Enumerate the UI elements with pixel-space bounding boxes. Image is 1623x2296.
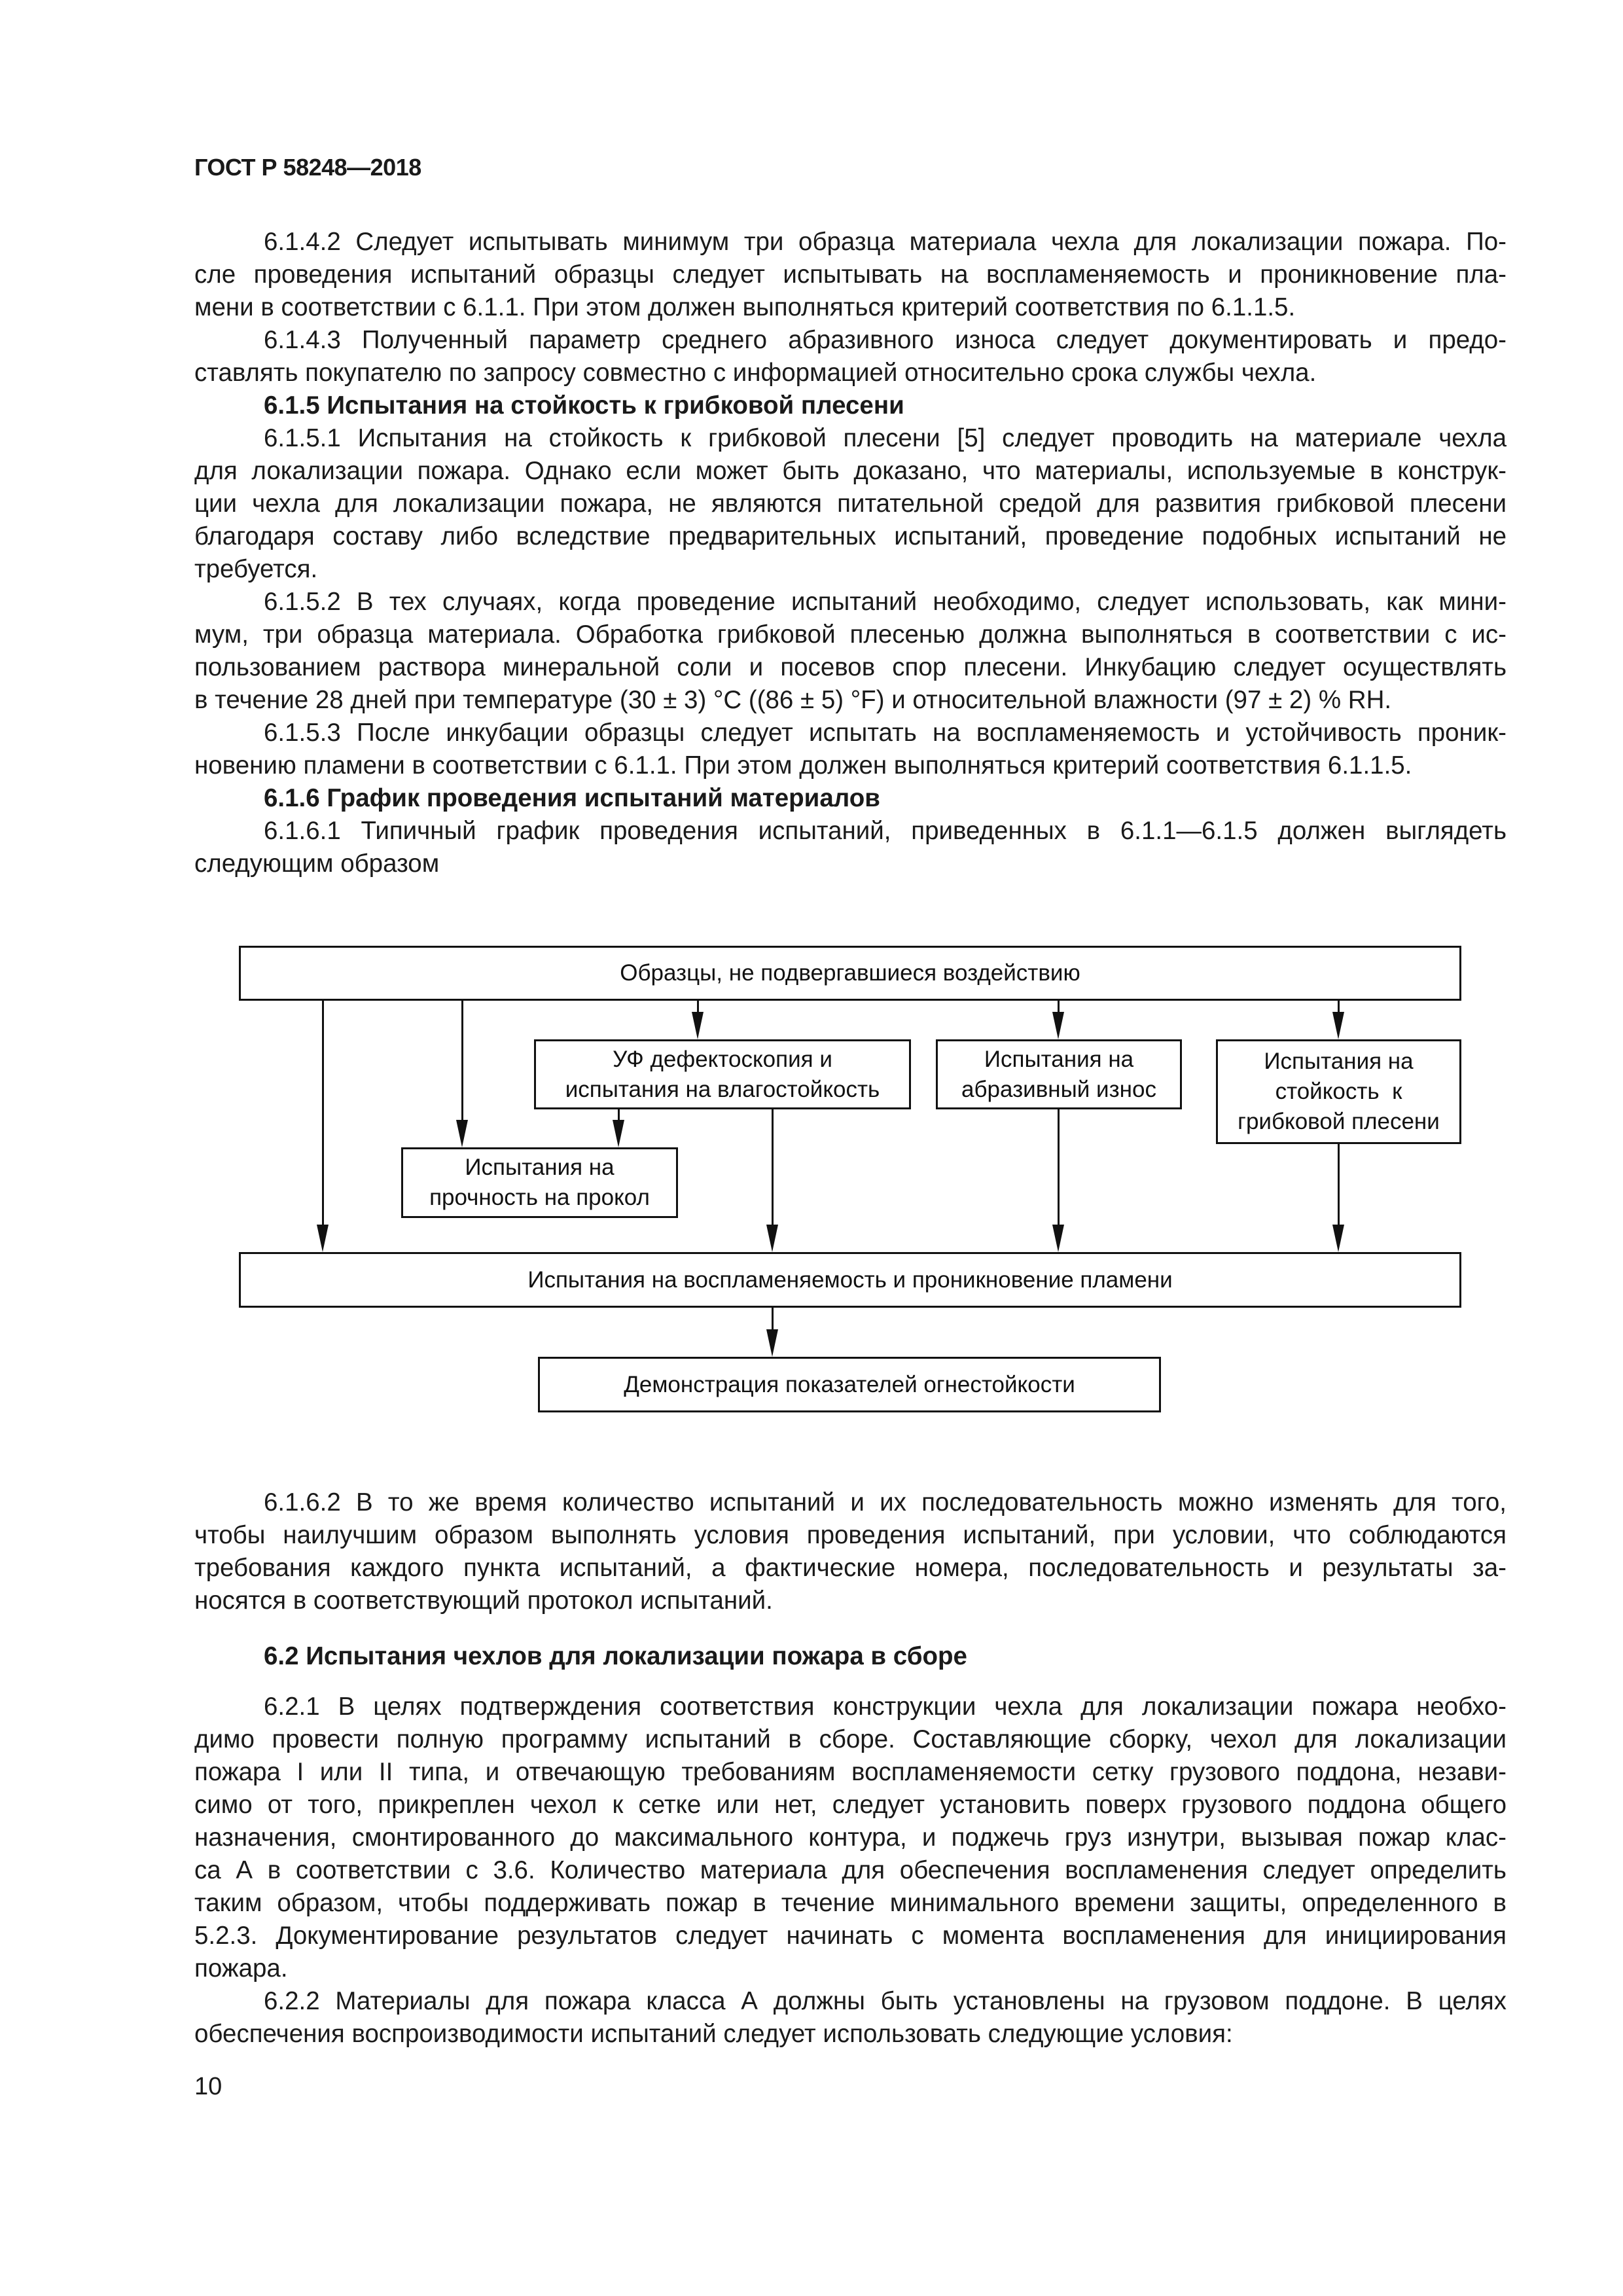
paragraph-6-1-5-3-line: новению пламени в соответствии с 6.1.1. При этом должен выполняться критерий соответствия 6.1.1.5. [194,751,1412,780]
box-flammability-test [239,1252,1461,1308]
arrow-down-icon [1332,1012,1344,1039]
paragraph-6-2-2-line: 6.2.2 Материалы для пожара класса А должны быть установлены на грузовом поддоне. В целях [264,1987,1507,2015]
connector-line [772,1109,774,1230]
paragraph-6-1-5-2-line: мум, три образца материала. Обработка грибковой плесенью должна выполняться в соответствии с ис- [194,620,1507,649]
paragraph-6-2-1-line: димо провести полную программу испытаний в сборе. Составляющие сборку, чехол для локализации [194,1725,1507,1753]
box-mold-line: стойкость к [1275,1079,1402,1104]
paragraph-6-2-1-line: симо от того, прикреплен чехол к сетке или нет, следует установить поверх грузового поддона общего [194,1791,1507,1819]
box-mold-line: Испытания на [1264,1049,1414,1074]
box-puncture-line: Испытания на [465,1155,615,1180]
paragraph-6-1-4-3-line: ставлять покупателю по запросу совместно с информацией относительно срока службы чехла. [194,359,1317,387]
arrow-down-icon [766,1225,778,1252]
box-untreated-samples [239,946,1461,1001]
box-mold-resistance-test [1216,1039,1461,1144]
connector-line [322,1001,324,1230]
connector-line [1058,1109,1060,1230]
paragraph-6-2-1-line: пожара I или II типа, и отвечающую требованиям воспламеняемости сетку грузового поддона, незави- [194,1758,1507,1786]
box-uv-moisture-tests [534,1039,911,1109]
arrow-down-icon [317,1225,329,1252]
box-uv-line: испытания на влагостойкость [565,1076,880,1102]
section-heading-6-1-6: 6.1.6 График проведения испытаний материалов [264,784,880,812]
box-abrasion-line: Испытания на [984,1046,1134,1072]
paragraph-6-2-1-line: са А в соответствии с 3.6. Количество материала для обеспечения воспламенения следует определить [194,1856,1507,1884]
paragraph-6-2-1-line: таким образом, чтобы поддерживать пожар в течение минимального времени защиты, определенного в [194,1889,1507,1917]
paragraph-6-1-4-3-line: 6.1.4.3 Полученный параметр среднего абразивного износа следует документировать и предо- [264,326,1507,354]
box-untreated-samples-label: Образцы, не подвергавшиеся воздействию [620,960,1080,986]
paragraph-6-1-5-3-line: 6.1.5.3 После инкубации образцы следует испытать на воспламеняемость и устойчивость проник- [264,719,1507,747]
arrow-down-icon [1052,1225,1064,1252]
paragraph-6-2-1-line: 5.2.3. Документирование результатов следует начинать с момента воспламенения для инициирования [194,1922,1507,1950]
page-number: 10 [194,2073,223,2100]
box-demonstration-label: Демонстрация показателей огнестойкости [624,1371,1075,1397]
paragraph-6-1-5-2-line: в течение 28 дней при температуре (30 ± 3) °С ((86 ± 5) °F) и относительной влажности (97 ± 2) % RH. [194,686,1392,714]
box-puncture-test [401,1147,678,1218]
box-abrasion-line: абразивный износ [961,1076,1156,1102]
arrow-down-icon [692,1012,704,1039]
connector-line [461,1001,463,1125]
section-heading-6-1-5: 6.1.5 Испытания на стойкость к грибковой плесени [264,391,904,420]
arrow-down-icon [456,1120,468,1147]
paragraph-6-2-2-line: обеспечения воспроизводимости испытаний следует использовать следующие условия: [194,2020,1233,2048]
document-id-header: ГОСТ Р 58248—2018 [194,154,421,181]
paragraph-6-1-6-2-line: 6.1.6.2 В то же время количество испытаний и их последовательность можно изменять для того, [264,1488,1507,1516]
paragraph-6-1-5-1-line: 6.1.5.1 Испытания на стойкость к грибковой плесени [5] следует проводить на материале чехла [264,424,1507,452]
paragraph-6-1-6-1-line: следующим образом [194,850,440,878]
box-fire-resistance-demonstration [538,1357,1161,1412]
arrow-down-icon [613,1120,624,1147]
paragraph-6-1-5-2-line: пользованием раствора минеральной соли и посевов спор плесени. Инкубацию следует осуществлять [194,653,1507,681]
section-heading-6-2: 6.2 Испытания чехлов для локализации пожара в сборе [264,1642,967,1670]
paragraph-6-1-5-1-line: ции чехла для локализации пожара, не являются питательной средой для развития грибковой плесени [194,490,1507,518]
paragraph-6-1-5-1-line: для локализации пожара. Однако если может быть доказано, что материалы, используемые в конструк- [194,457,1507,485]
paragraph-6-1-4-2-line: 6.1.4.2 Следует испытывать минимум три образца материала чехла для локализации пожара. По- [264,228,1507,256]
paragraph-6-1-5-1-line: требуется. [194,555,318,583]
paragraph-6-2-1-line: 6.2.1 В целях подтверждения соответствия конструкции чехла для локализации пожара необхо- [264,1693,1507,1721]
paragraph-6-1-5-1-line: благодаря составу либо вследствие предварительных испытаний, проведение подобных испытаний не [194,522,1507,550]
paragraph-6-1-6-1-line: 6.1.6.1 Типичный график проведения испытаний, приведенных в 6.1.1—6.1.5 должен выглядеть [264,817,1507,845]
paragraph-6-1-4-2-line: сле проведения испытаний образцы следует испытывать на воспламеняемость и проникновение пла- [194,260,1507,289]
arrow-down-icon [1052,1012,1064,1039]
box-abrasion-test [936,1039,1182,1109]
box-flammability-label: Испытания на воспламеняемость и проникновение пламени [527,1266,1173,1293]
paragraph-6-1-4-2-line: мени в соответствии с 6.1.1. При этом должен выполняться критерий соответствия по 6.1.1.5. [194,293,1296,321]
box-uv-line: УФ дефектоскопия и [613,1046,832,1072]
paragraph-6-2-1-line: назначения, смонтированного до максимального контура, и поджечь груз изнутри, вызывая пожар клас- [194,1823,1507,1852]
paragraph-6-1-6-2-line: требования каждого пункта испытаний, а фактические номера, последовательность и результаты за- [194,1554,1507,1582]
paragraph-6-2-1-line: пожара. [194,1954,288,1982]
paragraph-6-1-6-2-line: чтобы наилучшим образом выполнять условия проведения испытаний, при условии, что соблюдаются [194,1521,1507,1549]
connector-line [1338,1144,1340,1230]
paragraph-6-1-6-2-line: носятся в соответствующий протокол испытаний. [194,1587,773,1615]
paragraph-6-1-5-2-line: 6.1.5.2 В тех случаях, когда проведение испытаний необходимо, следует использовать, как мини- [264,588,1507,616]
arrow-down-icon [1332,1225,1344,1252]
arrow-down-icon [766,1329,778,1357]
box-puncture-line: прочность на прокол [429,1185,650,1210]
box-mold-line: грибковой плесени [1238,1109,1440,1134]
